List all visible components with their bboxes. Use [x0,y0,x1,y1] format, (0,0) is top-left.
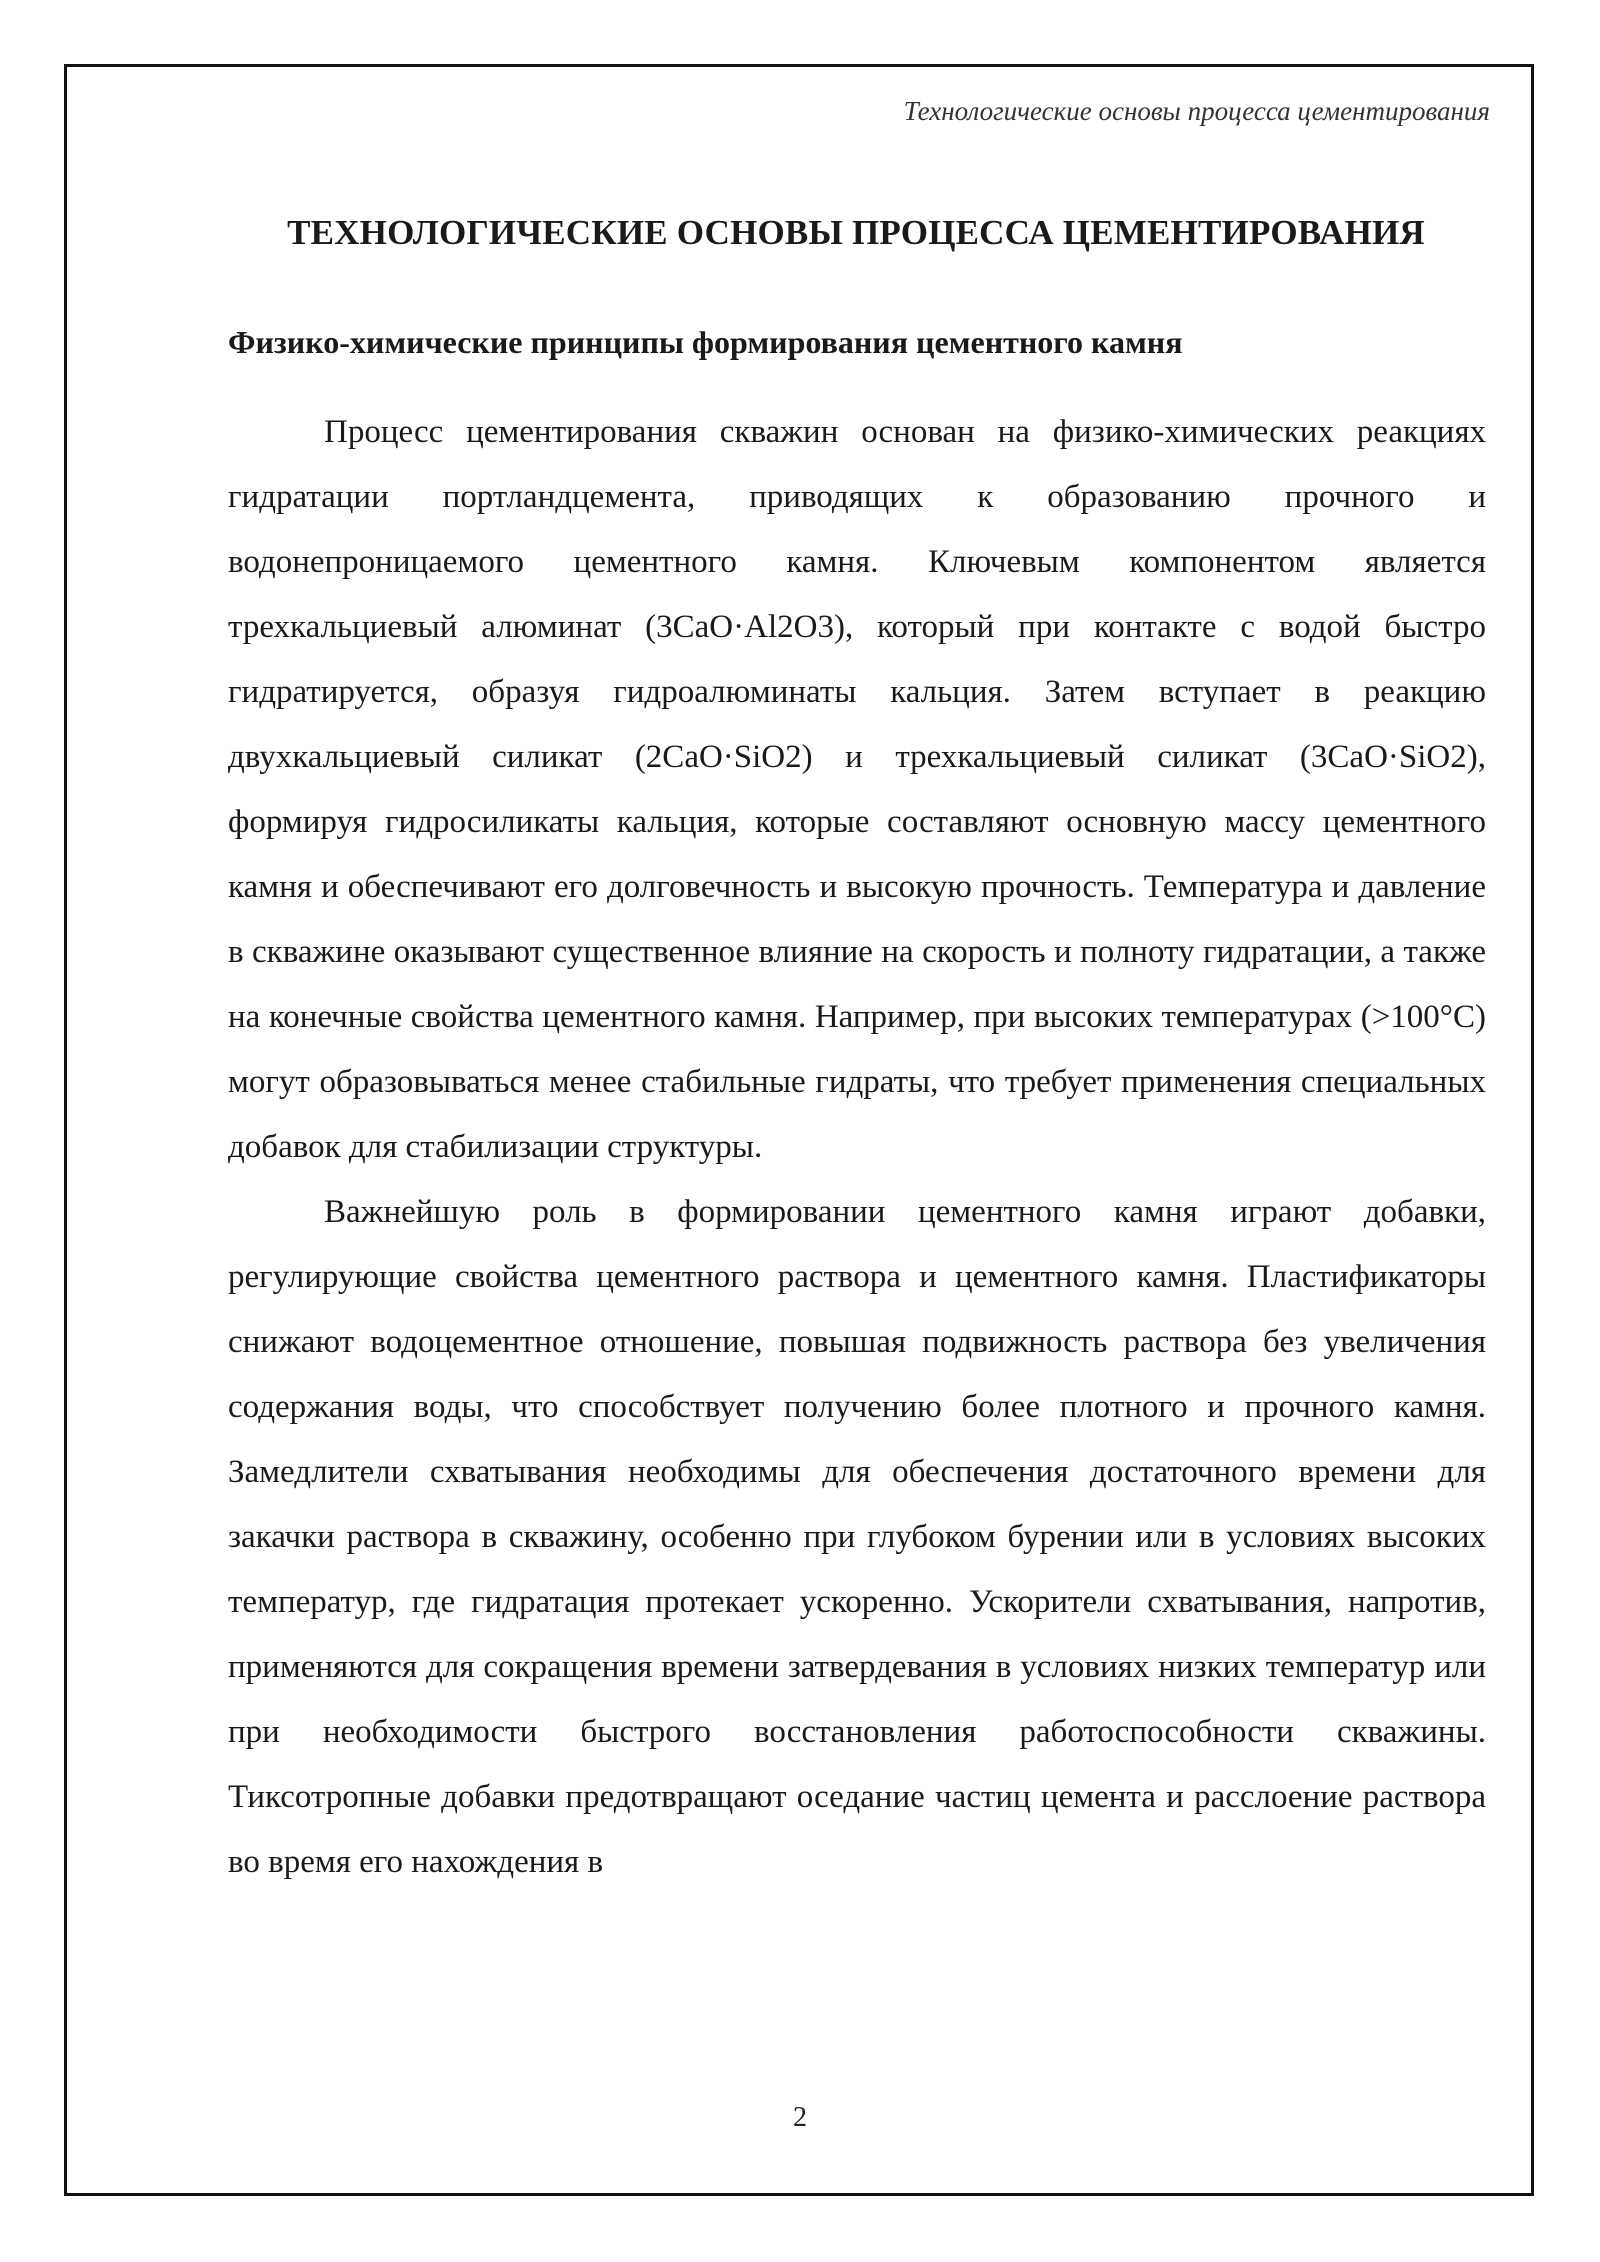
page-number: 2 [793,2102,807,2133]
running-header: Технологические основы процесса цементирования [903,96,1490,126]
paragraph-2: Важнейшую роль в формировании цементного камня играют добавки, регулирующие свойства цементного раствора и цементного камня. Пластификаторы снижают водоцементное отношение, повышая подвижность раствора без увеличения содержания воды, что способствует получению более плотного и прочного камня. Замедлители схватывания необходимы для обеспечения достаточного времени для закачки раствора в скважину, особенно при глубоком бурении или в условиях высоких температур, где гидратация протекает ускоренно. Ускорители схватывания, напротив, применяются для сокращения времени затвердевания в условиях низких температур или при необходимости быстрого восстановления работоспособности скважины. Тиксотропные добавки предотвращают оседание частиц цемента и расслоение раствора во время его нахождения в [228,1194,1486,1880]
paragraph-1: Процесс цементирования скважин основан на физико-химических реакциях гидратации портландцемента, приводящих к образованию прочного и водонепроницаемого цементного камня. Ключевым компонентом является трехкальциевый алюминат (3CaO·Al2O3), который при контакте с водой быстро гидратируется, образуя гидроалюминаты кальция. Затем вступает в реакцию двухкальциевый силикат (2CaO·SiO2) и трехкальциевый силикат (3CaO·SiO2), формируя гидросиликаты кальция, которые составляют основную массу цементного камня и обеспечивают его долговечность и высокую прочность. Температура и давление в скважине оказывают существенное влияние на скорость и полноту гидратации, а также на конечные свойства цементного камня. Например, при высоких температурах (>100°C) могут образовываться менее стабильные гидраты, что требует применения специальных добавок для стабилизации структуры. [228,414,1486,1165]
section-heading: Физико-химические принципы формирования цементного камня [228,324,1183,360]
body-text [228,400,1486,1895]
document-title: ТЕХНОЛОГИЧЕСКИЕ ОСНОВЫ ПРОЦЕССА ЦЕМЕНТИРОВАНИЯ [287,213,1425,252]
